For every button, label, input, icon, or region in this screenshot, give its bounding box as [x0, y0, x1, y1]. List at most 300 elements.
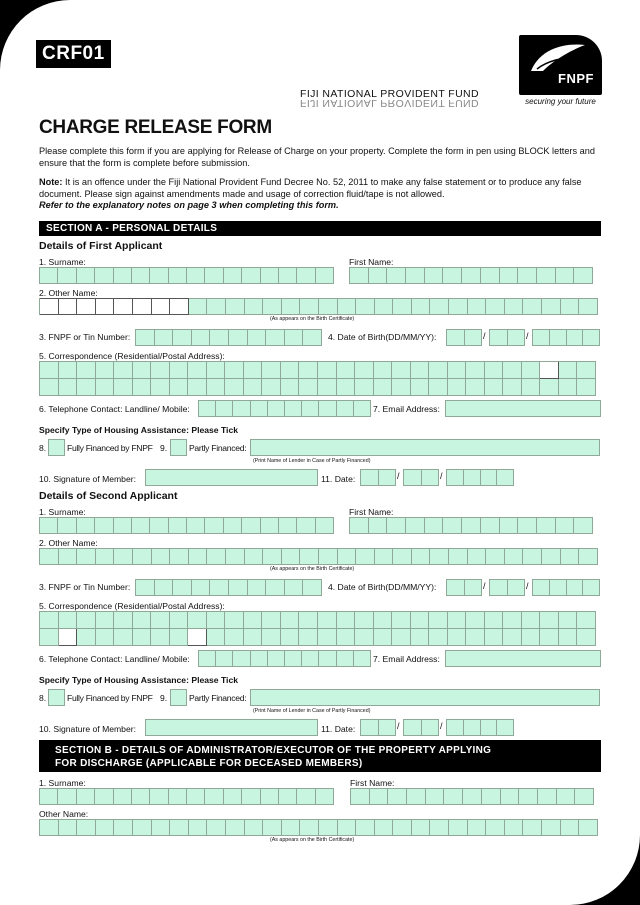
- char-box[interactable]: [523, 298, 542, 315]
- char-box[interactable]: [465, 579, 483, 596]
- char-box[interactable]: [354, 650, 371, 667]
- char-box[interactable]: [574, 517, 593, 534]
- char-box[interactable]: [207, 612, 226, 629]
- char-box[interactable]: [387, 267, 406, 284]
- char-box[interactable]: [224, 517, 242, 534]
- char-box[interactable]: [375, 298, 394, 315]
- char-box[interactable]: [426, 788, 445, 805]
- char-box[interactable]: [500, 517, 519, 534]
- char-box[interactable]: [503, 629, 522, 646]
- char-box[interactable]: [263, 298, 282, 315]
- char-box[interactable]: [481, 517, 500, 534]
- surname-boxes[interactable]: [39, 267, 334, 284]
- char-box[interactable]: [523, 819, 542, 836]
- char-box[interactable]: [448, 362, 467, 379]
- char-box[interactable]: [96, 612, 115, 629]
- char-box[interactable]: [567, 579, 584, 596]
- char-box[interactable]: [242, 788, 260, 805]
- char-box[interactable]: [114, 629, 133, 646]
- char-box[interactable]: [575, 788, 594, 805]
- char-box[interactable]: [374, 629, 393, 646]
- char-box[interactable]: [468, 298, 487, 315]
- char-box[interactable]: [169, 267, 187, 284]
- char-box[interactable]: [370, 788, 389, 805]
- char-box[interactable]: [233, 400, 250, 417]
- char-box[interactable]: [114, 298, 133, 315]
- char-box[interactable]: [226, 548, 245, 565]
- char-box[interactable]: [262, 362, 281, 379]
- char-box[interactable]: [225, 629, 244, 646]
- char-box[interactable]: [169, 788, 187, 805]
- char-box[interactable]: [430, 548, 449, 565]
- char-box[interactable]: [579, 298, 598, 315]
- char-box[interactable]: [561, 819, 580, 836]
- char-box[interactable]: [248, 579, 267, 596]
- char-box[interactable]: [300, 548, 319, 565]
- char-box[interactable]: [266, 329, 285, 346]
- char-box[interactable]: [522, 612, 541, 629]
- email-field[interactable]: [445, 400, 601, 417]
- char-box[interactable]: [559, 629, 578, 646]
- char-box[interactable]: [533, 329, 550, 346]
- char-box[interactable]: [189, 819, 208, 836]
- char-box[interactable]: [338, 298, 357, 315]
- char-box[interactable]: [361, 719, 379, 736]
- char-box[interactable]: [466, 362, 485, 379]
- char-box[interactable]: [361, 469, 379, 486]
- char-box[interactable]: [354, 400, 371, 417]
- char-box[interactable]: [392, 612, 411, 629]
- char-box[interactable]: [447, 579, 465, 596]
- lender-name-field[interactable]: [250, 689, 600, 706]
- char-box[interactable]: [210, 579, 229, 596]
- date-month-boxes[interactable]: [403, 469, 439, 486]
- char-box[interactable]: [96, 362, 115, 379]
- char-box[interactable]: [188, 612, 207, 629]
- char-box[interactable]: [369, 517, 388, 534]
- char-box[interactable]: [207, 629, 226, 646]
- char-box[interactable]: [187, 788, 205, 805]
- char-box[interactable]: [393, 548, 412, 565]
- char-box[interactable]: [337, 362, 356, 379]
- tin-boxes[interactable]: [135, 579, 322, 596]
- char-box[interactable]: [350, 267, 369, 284]
- char-box[interactable]: [337, 612, 356, 629]
- char-box[interactable]: [205, 267, 223, 284]
- char-box[interactable]: [481, 267, 500, 284]
- char-box[interactable]: [567, 329, 584, 346]
- char-box[interactable]: [406, 267, 425, 284]
- char-box[interactable]: [429, 612, 448, 629]
- char-box[interactable]: [449, 548, 468, 565]
- char-box[interactable]: [429, 629, 448, 646]
- char-box[interactable]: [297, 788, 315, 805]
- char-box[interactable]: [58, 517, 76, 534]
- first-name-boxes[interactable]: [349, 517, 593, 534]
- char-box[interactable]: [486, 298, 505, 315]
- char-box[interactable]: [425, 517, 444, 534]
- char-box[interactable]: [77, 362, 96, 379]
- char-box[interactable]: [466, 612, 485, 629]
- char-box[interactable]: [319, 298, 338, 315]
- char-box[interactable]: [355, 612, 374, 629]
- char-box[interactable]: [561, 298, 580, 315]
- char-box[interactable]: [355, 629, 374, 646]
- char-box[interactable]: [481, 469, 498, 486]
- char-box[interactable]: [244, 362, 263, 379]
- char-box[interactable]: [300, 819, 319, 836]
- char-box[interactable]: [114, 548, 133, 565]
- char-box[interactable]: [540, 629, 559, 646]
- char-box[interactable]: [540, 612, 559, 629]
- char-box[interactable]: [281, 379, 300, 396]
- char-box[interactable]: [133, 298, 152, 315]
- char-box[interactable]: [95, 267, 113, 284]
- char-box[interactable]: [392, 362, 411, 379]
- char-box[interactable]: [40, 379, 59, 396]
- char-box[interactable]: [207, 362, 226, 379]
- char-box[interactable]: [150, 788, 168, 805]
- char-box[interactable]: [59, 629, 78, 646]
- char-box[interactable]: [225, 362, 244, 379]
- char-box[interactable]: [374, 612, 393, 629]
- char-box[interactable]: [519, 788, 538, 805]
- char-box[interactable]: [338, 548, 357, 565]
- char-box[interactable]: [279, 517, 297, 534]
- char-box[interactable]: [268, 650, 285, 667]
- phone-boxes[interactable]: [198, 400, 371, 417]
- char-box[interactable]: [411, 629, 430, 646]
- char-box[interactable]: [151, 379, 170, 396]
- char-box[interactable]: [170, 548, 189, 565]
- char-box[interactable]: [503, 362, 522, 379]
- char-box[interactable]: [443, 267, 462, 284]
- char-box[interactable]: [412, 298, 431, 315]
- tin-boxes[interactable]: [135, 329, 322, 346]
- char-box[interactable]: [430, 298, 449, 315]
- char-box[interactable]: [350, 517, 369, 534]
- surname-boxes[interactable]: [39, 517, 334, 534]
- char-box[interactable]: [465, 329, 483, 346]
- char-box[interactable]: [351, 788, 370, 805]
- date-year-boxes[interactable]: [446, 719, 514, 736]
- char-box[interactable]: [229, 579, 248, 596]
- char-box[interactable]: [299, 379, 318, 396]
- char-box[interactable]: [279, 267, 297, 284]
- char-box[interactable]: [297, 517, 315, 534]
- char-box[interactable]: [579, 548, 598, 565]
- first-name-boxes[interactable]: [350, 788, 594, 805]
- char-box[interactable]: [225, 612, 244, 629]
- char-box[interactable]: [537, 517, 556, 534]
- char-box[interactable]: [188, 629, 207, 646]
- char-box[interactable]: [537, 267, 556, 284]
- char-box[interactable]: [170, 612, 189, 629]
- char-box[interactable]: [251, 400, 268, 417]
- char-box[interactable]: [542, 819, 561, 836]
- char-box[interactable]: [466, 629, 485, 646]
- char-box[interactable]: [114, 819, 133, 836]
- char-box[interactable]: [282, 548, 301, 565]
- char-box[interactable]: [224, 267, 242, 284]
- char-box[interactable]: [337, 379, 356, 396]
- char-box[interactable]: [468, 548, 487, 565]
- char-box[interactable]: [77, 819, 96, 836]
- char-box[interactable]: [242, 517, 260, 534]
- char-box[interactable]: [468, 819, 487, 836]
- char-box[interactable]: [392, 379, 411, 396]
- char-box[interactable]: [404, 719, 422, 736]
- char-box[interactable]: [501, 788, 520, 805]
- other-name-boxes[interactable]: [39, 548, 598, 565]
- char-box[interactable]: [559, 362, 578, 379]
- char-box[interactable]: [443, 517, 462, 534]
- char-box[interactable]: [404, 469, 422, 486]
- char-box[interactable]: [422, 719, 440, 736]
- char-box[interactable]: [497, 469, 514, 486]
- address-grid[interactable]: [39, 611, 596, 646]
- char-box[interactable]: [369, 267, 388, 284]
- char-box[interactable]: [136, 329, 155, 346]
- signature-field[interactable]: [145, 719, 318, 736]
- char-box[interactable]: [356, 819, 375, 836]
- char-box[interactable]: [462, 267, 481, 284]
- char-box[interactable]: [448, 629, 467, 646]
- dob-month-boxes[interactable]: [489, 579, 525, 596]
- dob-day-boxes[interactable]: [446, 329, 482, 346]
- char-box[interactable]: [229, 329, 248, 346]
- char-box[interactable]: [282, 298, 301, 315]
- char-box[interactable]: [508, 579, 526, 596]
- char-box[interactable]: [425, 267, 444, 284]
- char-box[interactable]: [577, 362, 596, 379]
- char-box[interactable]: [40, 362, 59, 379]
- char-box[interactable]: [59, 379, 78, 396]
- char-box[interactable]: [299, 612, 318, 629]
- char-box[interactable]: [199, 650, 216, 667]
- char-box[interactable]: [133, 629, 152, 646]
- char-box[interactable]: [170, 379, 189, 396]
- char-box[interactable]: [282, 819, 301, 836]
- char-box[interactable]: [155, 579, 174, 596]
- char-box[interactable]: [464, 719, 481, 736]
- char-box[interactable]: [251, 650, 268, 667]
- char-box[interactable]: [245, 819, 264, 836]
- char-box[interactable]: [411, 379, 430, 396]
- char-box[interactable]: [522, 629, 541, 646]
- char-box[interactable]: [482, 788, 501, 805]
- char-box[interactable]: [133, 379, 152, 396]
- char-box[interactable]: [285, 400, 302, 417]
- char-box[interactable]: [556, 267, 575, 284]
- char-box[interactable]: [169, 517, 187, 534]
- char-box[interactable]: [559, 612, 578, 629]
- char-box[interactable]: [490, 329, 508, 346]
- char-box[interactable]: [388, 788, 407, 805]
- char-box[interactable]: [96, 819, 115, 836]
- char-box[interactable]: [430, 819, 449, 836]
- char-box[interactable]: [505, 548, 524, 565]
- char-box[interactable]: [170, 629, 189, 646]
- char-box[interactable]: [207, 379, 226, 396]
- char-box[interactable]: [96, 298, 115, 315]
- char-box[interactable]: [302, 400, 319, 417]
- char-box[interactable]: [319, 548, 338, 565]
- char-box[interactable]: [40, 548, 59, 565]
- char-box[interactable]: [449, 298, 468, 315]
- char-box[interactable]: [59, 819, 78, 836]
- lender-name-field[interactable]: [250, 439, 600, 456]
- char-box[interactable]: [285, 329, 304, 346]
- char-box[interactable]: [95, 517, 113, 534]
- char-box[interactable]: [207, 548, 226, 565]
- char-box[interactable]: [77, 267, 95, 284]
- char-box[interactable]: [261, 517, 279, 534]
- char-box[interactable]: [466, 379, 485, 396]
- char-box[interactable]: [40, 629, 59, 646]
- char-box[interactable]: [318, 362, 337, 379]
- char-box[interactable]: [248, 329, 267, 346]
- char-box[interactable]: [192, 329, 211, 346]
- char-box[interactable]: [132, 267, 150, 284]
- char-box[interactable]: [429, 379, 448, 396]
- char-box[interactable]: [318, 629, 337, 646]
- char-box[interactable]: [447, 469, 464, 486]
- char-box[interactable]: [151, 612, 170, 629]
- char-box[interactable]: [393, 819, 412, 836]
- char-box[interactable]: [77, 548, 96, 565]
- char-box[interactable]: [550, 329, 567, 346]
- char-box[interactable]: [77, 612, 96, 629]
- char-box[interactable]: [485, 362, 504, 379]
- char-box[interactable]: [556, 517, 575, 534]
- char-box[interactable]: [297, 267, 315, 284]
- date-day-boxes[interactable]: [360, 469, 396, 486]
- char-box[interactable]: [318, 612, 337, 629]
- char-box[interactable]: [210, 329, 229, 346]
- date-day-boxes[interactable]: [360, 719, 396, 736]
- email-field[interactable]: [445, 650, 601, 667]
- char-box[interactable]: [207, 298, 226, 315]
- char-box[interactable]: [486, 819, 505, 836]
- char-box[interactable]: [189, 548, 208, 565]
- char-box[interactable]: [518, 267, 537, 284]
- char-box[interactable]: [188, 362, 207, 379]
- partly-financed-checkbox[interactable]: [170, 439, 187, 456]
- char-box[interactable]: [40, 612, 59, 629]
- char-box[interactable]: [189, 298, 208, 315]
- char-box[interactable]: [133, 362, 152, 379]
- char-box[interactable]: [133, 612, 152, 629]
- char-box[interactable]: [150, 267, 168, 284]
- char-box[interactable]: [114, 517, 132, 534]
- char-box[interactable]: [550, 579, 567, 596]
- char-box[interactable]: [95, 788, 113, 805]
- char-box[interactable]: [40, 788, 58, 805]
- dob-year-boxes[interactable]: [532, 329, 600, 346]
- char-box[interactable]: [279, 788, 297, 805]
- char-box[interactable]: [199, 400, 216, 417]
- char-box[interactable]: [533, 579, 550, 596]
- char-box[interactable]: [262, 379, 281, 396]
- char-box[interactable]: [187, 517, 205, 534]
- char-box[interactable]: [485, 612, 504, 629]
- char-box[interactable]: [316, 267, 334, 284]
- char-box[interactable]: [337, 629, 356, 646]
- char-box[interactable]: [114, 612, 133, 629]
- char-box[interactable]: [133, 548, 152, 565]
- address-grid[interactable]: [39, 361, 596, 396]
- date-month-boxes[interactable]: [403, 719, 439, 736]
- char-box[interactable]: [281, 629, 300, 646]
- char-box[interactable]: [261, 788, 279, 805]
- char-box[interactable]: [226, 819, 245, 836]
- char-box[interactable]: [583, 579, 600, 596]
- char-box[interactable]: [59, 298, 78, 315]
- char-box[interactable]: [316, 788, 334, 805]
- char-box[interactable]: [96, 629, 115, 646]
- char-box[interactable]: [205, 788, 223, 805]
- char-box[interactable]: [338, 819, 357, 836]
- char-box[interactable]: [500, 267, 519, 284]
- char-box[interactable]: [245, 548, 264, 565]
- char-box[interactable]: [299, 629, 318, 646]
- char-box[interactable]: [557, 788, 576, 805]
- char-box[interactable]: [387, 517, 406, 534]
- char-box[interactable]: [485, 629, 504, 646]
- char-box[interactable]: [114, 379, 133, 396]
- char-box[interactable]: [132, 517, 150, 534]
- char-box[interactable]: [155, 329, 174, 346]
- char-box[interactable]: [303, 579, 322, 596]
- char-box[interactable]: [192, 579, 211, 596]
- char-box[interactable]: [262, 629, 281, 646]
- char-box[interactable]: [375, 819, 394, 836]
- char-box[interactable]: [518, 517, 537, 534]
- char-box[interactable]: [462, 517, 481, 534]
- char-box[interactable]: [224, 788, 242, 805]
- char-box[interactable]: [583, 329, 600, 346]
- char-box[interactable]: [216, 650, 233, 667]
- char-box[interactable]: [114, 267, 132, 284]
- surname-boxes[interactable]: [39, 788, 334, 805]
- char-box[interactable]: [281, 612, 300, 629]
- char-box[interactable]: [59, 362, 78, 379]
- char-box[interactable]: [374, 362, 393, 379]
- char-box[interactable]: [226, 298, 245, 315]
- char-box[interactable]: [244, 629, 263, 646]
- char-box[interactable]: [40, 819, 59, 836]
- char-box[interactable]: [319, 400, 336, 417]
- char-box[interactable]: [114, 362, 133, 379]
- char-box[interactable]: [448, 612, 467, 629]
- char-box[interactable]: [170, 819, 189, 836]
- char-box[interactable]: [356, 298, 375, 315]
- char-box[interactable]: [337, 400, 354, 417]
- char-box[interactable]: [538, 788, 557, 805]
- char-box[interactable]: [77, 379, 96, 396]
- char-box[interactable]: [285, 650, 302, 667]
- char-box[interactable]: [173, 579, 192, 596]
- char-box[interactable]: [77, 298, 96, 315]
- char-box[interactable]: [505, 819, 524, 836]
- char-box[interactable]: [447, 719, 464, 736]
- char-box[interactable]: [481, 719, 498, 736]
- char-box[interactable]: [302, 650, 319, 667]
- char-box[interactable]: [337, 650, 354, 667]
- char-box[interactable]: [411, 612, 430, 629]
- char-box[interactable]: [58, 788, 76, 805]
